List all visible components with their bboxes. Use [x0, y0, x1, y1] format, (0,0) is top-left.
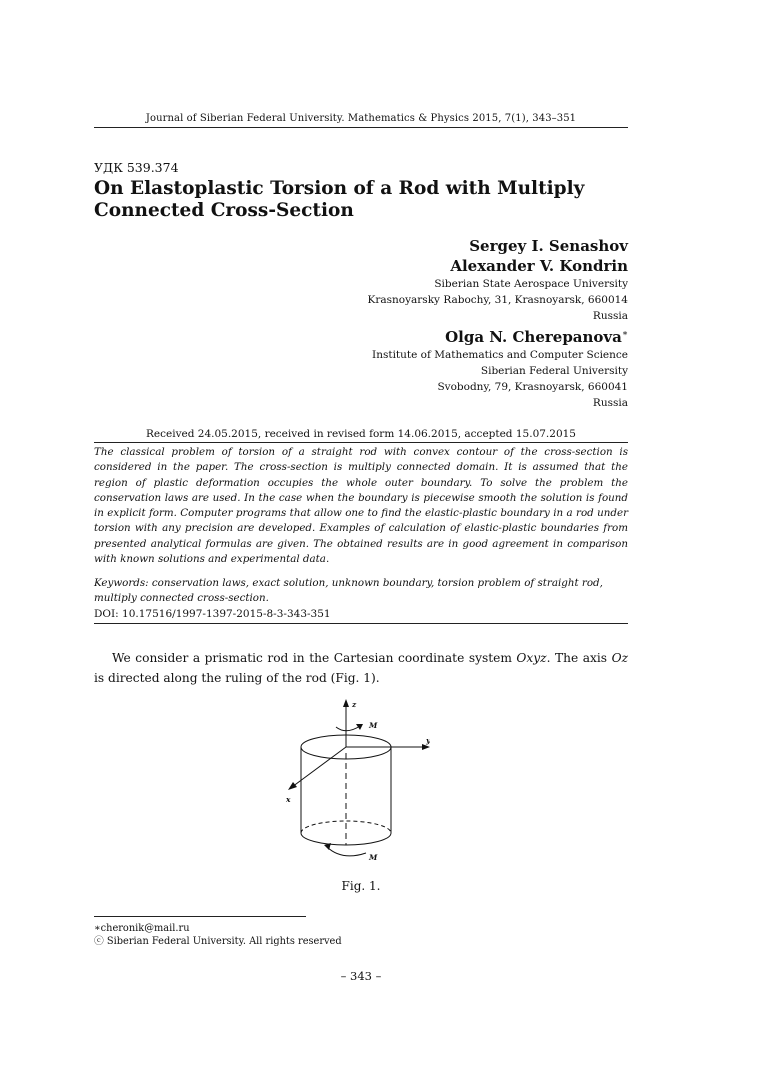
- z-arrow-head: [343, 699, 349, 707]
- footnote-email: ∗cheronik@mail.ru: [94, 923, 190, 934]
- footnote-copyright: ⓒ Siberian Federal University. All rights reserved: [94, 936, 342, 947]
- math-symbol: Oz: [611, 651, 628, 665]
- received-dates: Received 24.05.2015, received in revised form 14.06.2015, accepted 15.07.2015: [146, 428, 576, 440]
- axis-label-x: x: [286, 795, 291, 804]
- figure-rod-diagram: [280, 695, 430, 870]
- moment-top-arrow-head: [356, 724, 363, 730]
- doi: DOI: 10.17516/1997-1397-2015-8-3-343-351: [94, 608, 331, 620]
- affiliation-line: Siberian State Aerospace University: [434, 278, 628, 290]
- axis-label-y: y: [426, 736, 430, 745]
- body-text: We consider a prismatic rod in the Cartesian coordinate system: [112, 651, 517, 665]
- author-name: Olga N. Cherepanova: [445, 328, 622, 346]
- x-axis: [292, 747, 346, 787]
- author-block: [208, 236, 628, 411]
- author-name-with-mark: [208, 324, 628, 347]
- affiliation-line: Russia: [592, 397, 628, 409]
- body-paragraph: [94, 648, 628, 688]
- axis-label-z: z: [352, 700, 357, 709]
- header-rule: [94, 127, 628, 128]
- author-name: Sergey I. Senashov: [469, 237, 628, 255]
- moment-label-bottom: M: [369, 853, 378, 862]
- affiliation-line: Krasnoyarsky Rabochy, 31, Krasnoyarsk, 660014: [367, 294, 628, 306]
- page-number: – 343 –: [340, 969, 382, 983]
- moment-arc-top: [336, 726, 360, 731]
- abstract-bottom-rule: [94, 623, 628, 624]
- footnote-rule: [94, 916, 306, 917]
- abstract-top-rule: [94, 442, 628, 443]
- abstract: The classical problem of torsion of a straight rod with convex contour of the cross-section is considered in the paper. The cross-section is multiply connected domain. It is assumed that the region of plastic deformation occupies the whole outer boundary. To solve the problem the conservation laws are used. In the case when the boundary is piecewise smooth the solution is found in explicit form. Computer programs that allow one to find the elastic-plastic boundary in a rod under torsion with any precision are developed. Examples of calculation of elastic-plastic boundaries from presented analytical formulas are given. The obtained results are in good agreement in comparison with known solutions and experimental data.: [94, 446, 628, 566]
- affiliation-line: Institute of Mathematics and Computer Science: [372, 349, 628, 361]
- body-text: is directed along the ruling of the rod (Fig. 1).: [94, 671, 380, 685]
- moment-arc-bottom: [327, 847, 366, 856]
- keywords: Keywords: conservation laws, exact solution, unknown boundary, torsion problem of straight rod, multiply connected cross-section.: [94, 577, 603, 605]
- body-text: . The axis: [546, 651, 612, 665]
- author-name: Alexander V. Kondrin: [450, 257, 628, 275]
- affiliation-line: Svobodny, 79, Krasnoyarsk, 660041: [437, 381, 628, 393]
- x-arrow-head: [288, 782, 297, 790]
- running-head: Journal of Siberian Federal University. Mathematics & Physics 2015, 7(1), 343–351: [145, 113, 577, 124]
- udk-code: УДК 539.374: [94, 160, 179, 175]
- affiliation-line: Russia: [592, 310, 628, 322]
- math-symbol: Oxyz: [516, 651, 547, 665]
- footnote-mark: ∗: [621, 329, 628, 339]
- paper-title: On Elastoplastic Torsion of a Rod with Multiply Connected Cross-Section: [94, 178, 585, 221]
- moment-label-top: M: [369, 721, 378, 730]
- figure-caption: Fig. 1.: [341, 879, 381, 893]
- affiliation-line: Siberian Federal University: [480, 365, 628, 377]
